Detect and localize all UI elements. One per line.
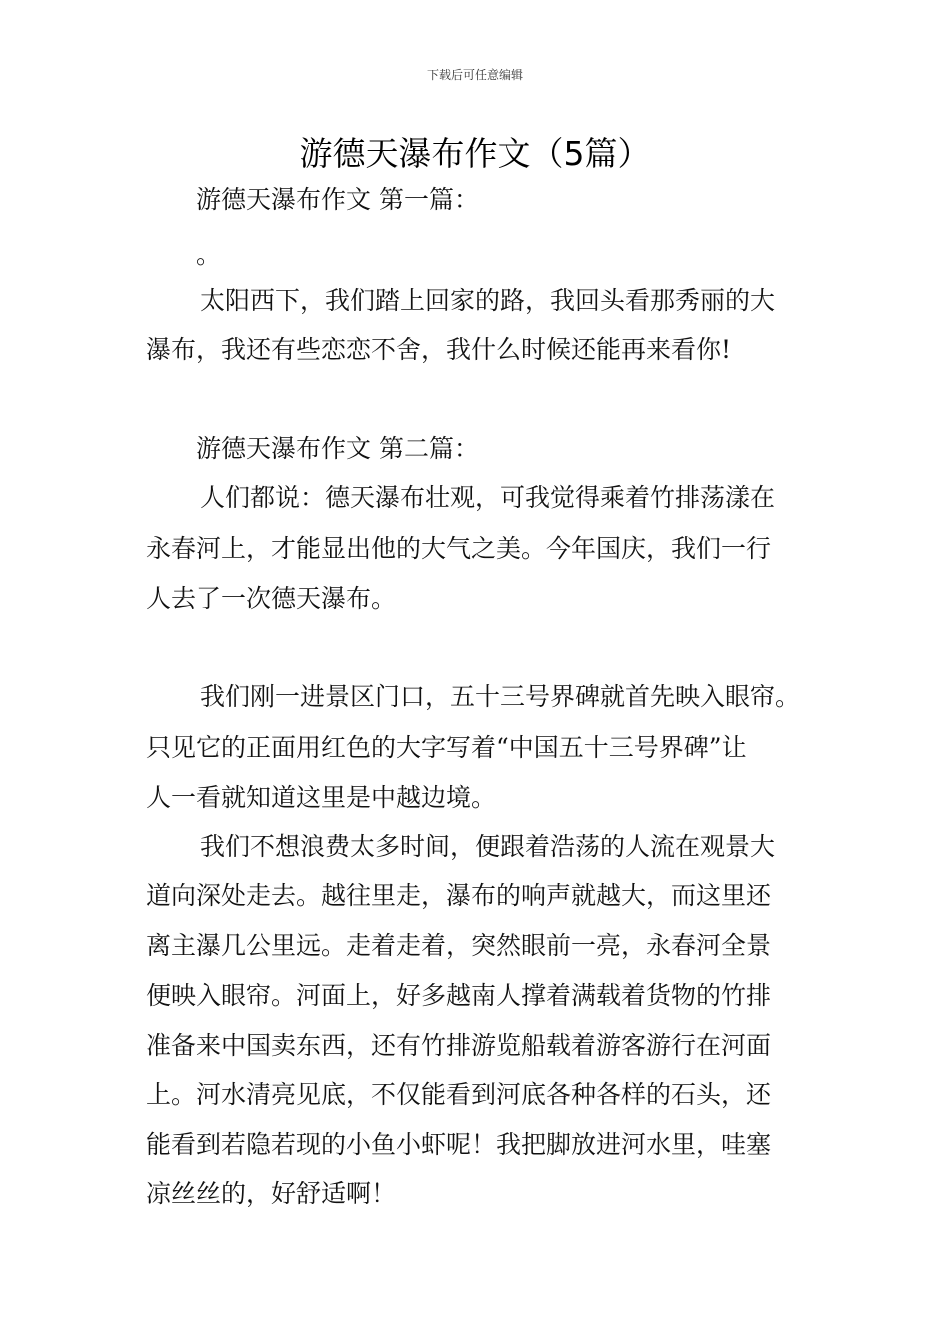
page-header-note: 下载后可任意编辑 [426, 68, 523, 82]
paragraph-line: 上。河水清亮见底，不仅能看到河底各种各样的石头，还 [146, 1080, 772, 1109]
section-heading-1: 游德天瀑布作文 第一篇： [196, 185, 479, 214]
section-heading-2: 游德天瀑布作文 第二篇： [196, 434, 479, 463]
paragraph-line: 永春河上，才能显出他的大气之美。今年国庆，我们一行 [146, 534, 772, 563]
paragraph-line: 道向深处走去。越往里走，瀑布的响声就越大，而这里还 [146, 881, 772, 910]
paragraph-line: 便映入眼帘。河面上，好多越南人撑着满载着货物的竹排 [146, 981, 772, 1010]
paragraph-line: 人们都说：德天瀑布壮观，可我觉得乘着竹排荡漾在 [200, 483, 776, 512]
paragraph-line: 只见它的正面用红色的大字写着“中国五十三号界碑”让 [146, 733, 747, 762]
paragraph-line: 能看到若隐若现的小鱼小虾呢！我把脚放进河水里，哇塞 [146, 1130, 772, 1159]
paragraph-line: 太阳西下，我们踏上回家的路，我回头看那秀丽的大 [200, 286, 776, 315]
paragraph-line: 。 [196, 240, 222, 269]
paragraph-line: 我们不想浪费太多时间，便跟着浩荡的人流在观景大 [200, 832, 776, 861]
document-title: 游德天瀑布作文（5篇） [299, 134, 651, 173]
paragraph-line: 我们刚一进景区门口，五十三号界碑就首先映入眼帘。 [200, 682, 801, 711]
paragraph-line: 人一看就知道这里是中越边境。 [146, 783, 497, 812]
paragraph-line: 人去了一次德天瀑布。 [146, 584, 397, 613]
paragraph-line: 瀑布，我还有些恋恋不舍，我什么时候还能再来看你! [146, 335, 732, 364]
paragraph-line: 离主瀑几公里远。走着走着，突然眼前一亮，永春河全景 [146, 931, 772, 960]
paragraph-line: 凉丝丝的，好舒适啊！ [146, 1179, 397, 1208]
paragraph-line: 准备来中国卖东西，还有竹排游览船载着游客游行在河面 [146, 1031, 772, 1060]
